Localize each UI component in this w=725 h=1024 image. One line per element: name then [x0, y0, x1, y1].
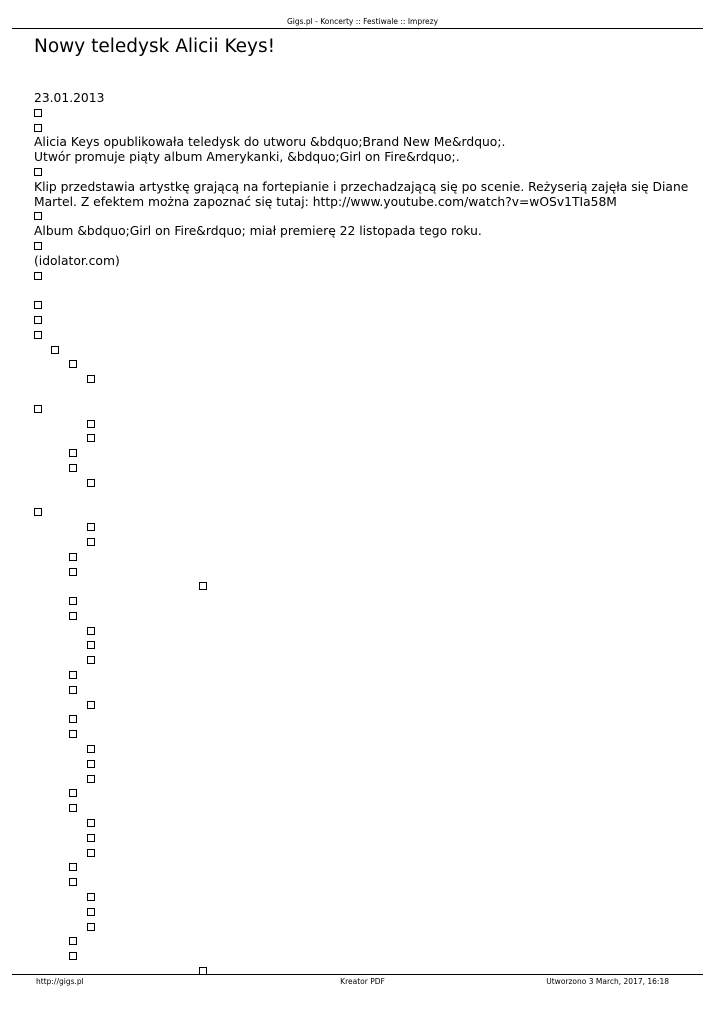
missing-glyph-row [34, 239, 702, 254]
missing-glyph-icon [34, 508, 42, 516]
missing-glyph-icon [69, 686, 77, 694]
missing-glyph-row [34, 712, 702, 727]
missing-glyph-icon [69, 804, 77, 812]
source-credit: (idolator.com) [34, 253, 120, 268]
footer-generator: Kreator PDF [340, 977, 385, 986]
paragraph-line: Utwór promuje piąty album Amerykanki, &bdquo;Girl on Fire&rdquo;. [34, 150, 460, 165]
missing-glyph-icon [34, 242, 42, 250]
missing-glyph-row [34, 565, 702, 580]
article-title: Nowy teledysk Alicii Keys! [34, 36, 276, 57]
missing-glyph-row [34, 831, 702, 846]
paragraph: Klip przedstawia artystkę grającą na fortepianie i przechadzającą się po scenie. Reżyserią zajęła się Diane Martel. Z efektem można zapoznać się tutaj: http://www.youtube.com/watch?v=wOSv1TIa58M [34, 179, 689, 209]
missing-glyph-icon [87, 641, 95, 649]
missing-glyph-row [34, 816, 702, 831]
header-divider [12, 28, 703, 29]
article-body [34, 91, 702, 979]
footer-url: http://gigs.pl [36, 977, 84, 986]
missing-glyph-row [34, 209, 702, 224]
missing-glyph-row [34, 417, 702, 432]
missing-glyph-row [34, 683, 702, 698]
missing-glyph-icon [87, 834, 95, 842]
missing-glyph-row [34, 668, 702, 683]
missing-glyph-icon [87, 819, 95, 827]
missing-glyph-icon [34, 405, 42, 413]
missing-glyph-row [34, 890, 702, 905]
missing-glyph-row [34, 949, 702, 964]
missing-glyph-icon [87, 745, 95, 753]
missing-glyph-row [34, 727, 702, 742]
missing-glyph-row [34, 446, 702, 461]
blank-line [34, 491, 702, 506]
missing-glyph-row [34, 801, 702, 816]
missing-glyph-row [34, 624, 702, 639]
missing-glyph-row [34, 653, 702, 668]
missing-glyph-icon [34, 168, 42, 176]
missing-glyph-icon [69, 612, 77, 620]
missing-glyph-row [34, 431, 702, 446]
missing-glyph-icon [87, 523, 95, 531]
missing-glyph-row [34, 698, 702, 713]
missing-glyph-row [34, 328, 702, 343]
missing-glyph-icon [87, 375, 95, 383]
missing-glyph-row [34, 298, 702, 313]
missing-glyph-row [34, 786, 702, 801]
missing-glyph-icon [69, 568, 77, 576]
article-date: 23.01.2013 [34, 91, 105, 105]
missing-glyph-row [34, 550, 702, 565]
missing-glyph-icon [34, 331, 42, 339]
missing-glyph-icon [69, 360, 77, 368]
blank-line [34, 387, 702, 402]
missing-glyph-icon [87, 701, 95, 709]
missing-glyph-icon [87, 849, 95, 857]
missing-glyph-icon [69, 464, 77, 472]
missing-glyph-row [34, 343, 702, 358]
missing-glyph-row [34, 905, 702, 920]
missing-glyph-icon [69, 863, 77, 871]
missing-glyph-icon [87, 479, 95, 487]
paragraph-line: Album &bdquo;Girl on Fire&rdquo; miał premierę 22 listopada tego roku. [34, 224, 482, 239]
missing-glyph-icon [69, 952, 77, 960]
footer-divider [12, 974, 703, 975]
missing-glyph-row [34, 121, 702, 136]
missing-glyph-icon [87, 434, 95, 442]
paragraph-line: Alicia Keys opublikowała teledysk do utworu &bdquo;Brand New Me&rdquo;. [34, 135, 506, 150]
missing-glyph-icon [69, 730, 77, 738]
missing-glyph-row [34, 579, 702, 594]
missing-glyph-row [34, 934, 702, 949]
missing-glyph-icon [87, 923, 95, 931]
missing-glyph-row [34, 165, 702, 180]
blank-line [34, 283, 702, 298]
missing-glyph-row [34, 372, 702, 387]
missing-glyph-row [34, 609, 702, 624]
missing-glyph-row [34, 461, 702, 476]
missing-glyph-row [34, 505, 702, 520]
missing-glyph-icon [87, 656, 95, 664]
missing-glyph-icon [69, 789, 77, 797]
footer-created: Utworzono 3 March, 2017, 16:18 [546, 977, 669, 986]
missing-glyph-icon [69, 715, 77, 723]
missing-glyph-row [34, 594, 702, 609]
missing-glyph-icon [51, 346, 59, 354]
missing-glyph-icon [87, 908, 95, 916]
missing-glyph-icon [87, 420, 95, 428]
missing-glyph-row [34, 269, 702, 284]
missing-glyph-icon [34, 109, 42, 117]
missing-glyph-icon [34, 212, 42, 220]
missing-glyph-row [34, 846, 702, 861]
missing-glyph-row [34, 313, 702, 328]
missing-glyph-icon [87, 893, 95, 901]
missing-glyph-row [34, 520, 702, 535]
missing-glyph-icon [34, 272, 42, 280]
missing-glyph-icon [87, 538, 95, 546]
missing-glyph-icon [34, 124, 42, 132]
missing-glyph-row [34, 476, 702, 491]
missing-glyph-icon [69, 449, 77, 457]
missing-glyph-row [34, 772, 702, 787]
missing-glyph-icon [69, 937, 77, 945]
missing-glyph-icon [34, 301, 42, 309]
missing-glyph-icon [87, 627, 95, 635]
missing-glyph-icon [87, 760, 95, 768]
missing-glyph-icon [199, 582, 207, 590]
missing-glyph-row [34, 860, 702, 875]
missing-glyph-row [34, 535, 702, 550]
missing-glyph-row [34, 757, 702, 772]
missing-glyph-row [34, 875, 702, 890]
missing-glyph-icon [69, 597, 77, 605]
missing-glyph-icon [87, 775, 95, 783]
missing-glyph-row [34, 106, 702, 121]
missing-glyph-icon [69, 553, 77, 561]
missing-glyph-row [34, 742, 702, 757]
missing-glyph-row [34, 402, 702, 417]
missing-glyph-row [34, 357, 702, 372]
site-header: Gigs.pl - Koncerty :: Festiwale :: Imprezy [286, 17, 439, 26]
missing-glyph-row [34, 638, 702, 653]
missing-glyph-icon [34, 316, 42, 324]
missing-glyph-row [34, 920, 702, 935]
missing-glyph-icon [69, 671, 77, 679]
missing-glyph-icon [69, 878, 77, 886]
